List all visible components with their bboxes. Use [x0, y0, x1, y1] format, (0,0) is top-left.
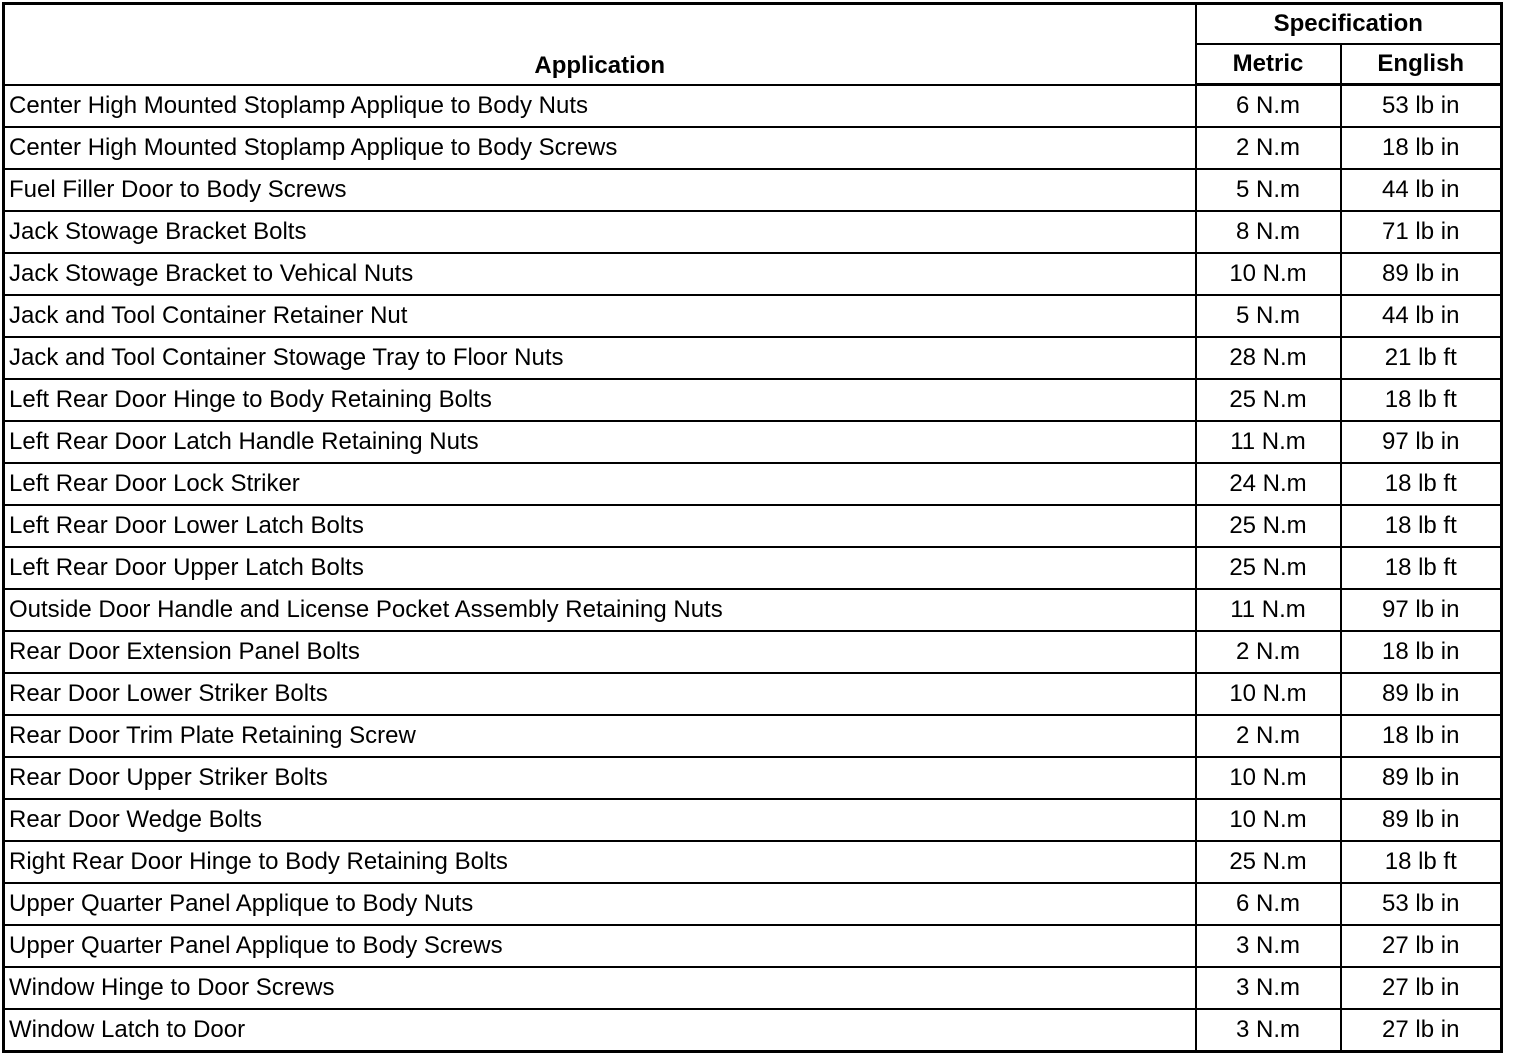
english-value-cell: 27 lb in — [1341, 967, 1502, 1009]
application-cell: Left Rear Door Lower Latch Bolts — [4, 505, 1196, 547]
metric-value-cell: 25 N.m — [1196, 841, 1341, 883]
metric-value-cell: 3 N.m — [1196, 967, 1341, 1009]
english-value-cell: 18 lb ft — [1341, 547, 1502, 589]
table-row — [4, 715, 1502, 757]
application-cell: Left Rear Door Hinge to Body Retaining Bolts — [4, 379, 1196, 421]
metric-value-cell: 25 N.m — [1196, 547, 1341, 589]
application-cell: Left Rear Door Upper Latch Bolts — [4, 547, 1196, 589]
application-cell: Jack Stowage Bracket Bolts — [4, 211, 1196, 253]
table-header — [4, 4, 1502, 85]
application-cell: Right Rear Door Hinge to Body Retaining Bolts — [4, 841, 1196, 883]
english-value-cell: 44 lb in — [1341, 169, 1502, 211]
english-value-cell: 71 lb in — [1341, 211, 1502, 253]
metric-value-cell: 3 N.m — [1196, 925, 1341, 967]
english-value-cell: 18 lb in — [1341, 127, 1502, 169]
metric-value-cell: 11 N.m — [1196, 421, 1341, 463]
english-value-cell: 27 lb in — [1341, 925, 1502, 967]
table-row — [4, 589, 1502, 631]
application-cell: Fuel Filler Door to Body Screws — [4, 169, 1196, 211]
table-row — [4, 673, 1502, 715]
application-column-header: Application — [4, 4, 1196, 85]
metric-column-header: Metric — [1196, 44, 1341, 85]
english-value-cell: 18 lb ft — [1341, 379, 1502, 421]
metric-value-cell: 28 N.m — [1196, 337, 1341, 379]
english-value-cell: 18 lb ft — [1341, 463, 1502, 505]
torque-specification-table — [2, 2, 1503, 1053]
table-row — [4, 421, 1502, 463]
application-cell: Rear Door Extension Panel Bolts — [4, 631, 1196, 673]
metric-value-cell: 10 N.m — [1196, 799, 1341, 841]
application-cell: Rear Door Wedge Bolts — [4, 799, 1196, 841]
english-value-cell: 18 lb in — [1341, 715, 1502, 757]
metric-value-cell: 10 N.m — [1196, 253, 1341, 295]
table-row — [4, 925, 1502, 967]
application-cell: Center High Mounted Stoplamp Applique to Body Screws — [4, 127, 1196, 169]
english-column-header: English — [1341, 44, 1502, 85]
table-row — [4, 253, 1502, 295]
metric-value-cell: 5 N.m — [1196, 295, 1341, 337]
metric-value-cell: 2 N.m — [1196, 631, 1341, 673]
table-row — [4, 463, 1502, 505]
english-value-cell: 27 lb in — [1341, 1009, 1502, 1052]
metric-value-cell: 6 N.m — [1196, 883, 1341, 925]
application-cell: Left Rear Door Latch Handle Retaining Nuts — [4, 421, 1196, 463]
table-row — [4, 883, 1502, 925]
english-value-cell: 44 lb in — [1341, 295, 1502, 337]
table-row — [4, 1009, 1502, 1052]
english-value-cell: 97 lb in — [1341, 589, 1502, 631]
metric-value-cell: 11 N.m — [1196, 589, 1341, 631]
table-row — [4, 337, 1502, 379]
table-row — [4, 127, 1502, 169]
table-row — [4, 841, 1502, 883]
table-row — [4, 757, 1502, 799]
application-cell: Rear Door Upper Striker Bolts — [4, 757, 1196, 799]
table-row — [4, 211, 1502, 253]
application-cell: Rear Door Trim Plate Retaining Screw — [4, 715, 1196, 757]
header-row-top — [4, 4, 1502, 45]
english-value-cell: 21 lb ft — [1341, 337, 1502, 379]
table-row — [4, 505, 1502, 547]
english-value-cell: 89 lb in — [1341, 673, 1502, 715]
application-cell: Window Latch to Door — [4, 1009, 1196, 1052]
metric-value-cell: 6 N.m — [1196, 85, 1341, 128]
application-cell: Left Rear Door Lock Striker — [4, 463, 1196, 505]
metric-value-cell: 2 N.m — [1196, 715, 1341, 757]
application-cell: Jack and Tool Container Stowage Tray to Floor Nuts — [4, 337, 1196, 379]
table-row — [4, 85, 1502, 128]
table-row — [4, 631, 1502, 673]
table-body — [4, 85, 1502, 1052]
application-cell: Center High Mounted Stoplamp Applique to Body Nuts — [4, 85, 1196, 128]
metric-value-cell: 24 N.m — [1196, 463, 1341, 505]
english-value-cell: 53 lb in — [1341, 883, 1502, 925]
metric-value-cell: 10 N.m — [1196, 757, 1341, 799]
english-value-cell: 18 lb ft — [1341, 505, 1502, 547]
application-cell: Jack and Tool Container Retainer Nut — [4, 295, 1196, 337]
english-value-cell: 89 lb in — [1341, 757, 1502, 799]
metric-value-cell: 8 N.m — [1196, 211, 1341, 253]
english-value-cell: 89 lb in — [1341, 253, 1502, 295]
application-cell: Rear Door Lower Striker Bolts — [4, 673, 1196, 715]
english-value-cell: 18 lb ft — [1341, 841, 1502, 883]
metric-value-cell: 3 N.m — [1196, 1009, 1341, 1052]
application-cell: Jack Stowage Bracket to Vehical Nuts — [4, 253, 1196, 295]
table-row — [4, 295, 1502, 337]
table-row — [4, 967, 1502, 1009]
application-cell: Outside Door Handle and License Pocket Assembly Retaining Nuts — [4, 589, 1196, 631]
english-value-cell: 18 lb in — [1341, 631, 1502, 673]
table-row — [4, 169, 1502, 211]
table-row — [4, 547, 1502, 589]
metric-value-cell: 25 N.m — [1196, 379, 1341, 421]
specification-column-header: Specification — [1196, 4, 1502, 45]
metric-value-cell: 5 N.m — [1196, 169, 1341, 211]
metric-value-cell: 25 N.m — [1196, 505, 1341, 547]
metric-value-cell: 10 N.m — [1196, 673, 1341, 715]
table-row — [4, 379, 1502, 421]
application-cell: Window Hinge to Door Screws — [4, 967, 1196, 1009]
metric-value-cell: 2 N.m — [1196, 127, 1341, 169]
english-value-cell: 89 lb in — [1341, 799, 1502, 841]
table-row — [4, 799, 1502, 841]
english-value-cell: 97 lb in — [1341, 421, 1502, 463]
english-value-cell: 53 lb in — [1341, 85, 1502, 128]
application-cell: Upper Quarter Panel Applique to Body Nuts — [4, 883, 1196, 925]
application-cell: Upper Quarter Panel Applique to Body Screws — [4, 925, 1196, 967]
